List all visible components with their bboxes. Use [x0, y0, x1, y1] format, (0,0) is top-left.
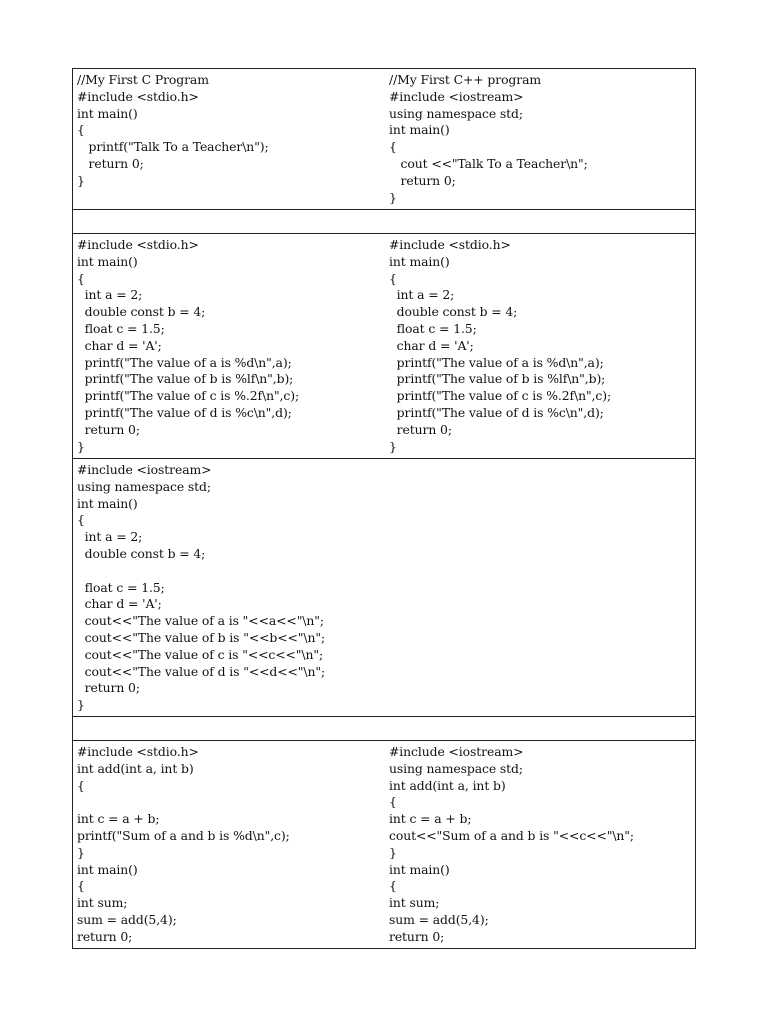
cpp-hello-world-cell [385, 69, 695, 209]
cpp-variables-code: #include <iostream> using namespace std; int main() { int a = 2; double const b = 4; float c = 1.5; char d = 'A'; cout<<"The value of a is "<<a<<"\n"; cout<<"The value of b is "<<b<<"\n"; cout<<"The value of c is "<<c<<"\n"; cout<<"The value of d is "<<d<<"\n"; return 0; } [77, 462, 326, 713]
table-row [73, 69, 695, 210]
empty-cell [385, 717, 695, 740]
empty-cell [73, 717, 385, 740]
cpp-function-cell [385, 741, 695, 948]
table-row [73, 459, 695, 717]
c-variables-code: #include <stdio.h> int main() { int a = 2; double const b = 4; float c = 1.5; char d = 'A'; printf("The value of a is %d\n",a); printf("The value of b is %lf\n",b); printf("The value of c is %.2f\n",c); printf("The value of d is %c\n",d); return 0; } [77, 237, 300, 454]
c-variables-copy-code: #include <stdio.h> int main() { int a = 2; double const b = 4; float c = 1.5; char d = 'A'; printf("The value of a is %d\n",a); printf("The value of b is %lf\n",b); printf("The value of c is %.2f\n",c); printf("The value of d is %c\n",d); return 0; } [389, 237, 612, 454]
table-row [73, 741, 695, 948]
table-row [73, 234, 695, 459]
cpp-variables-cell [73, 459, 695, 716]
empty-cell [73, 210, 385, 233]
spacer-row [73, 717, 695, 741]
spacer-row [73, 210, 695, 234]
c-hello-world-code: //My First C Program #include <stdio.h> int main() { printf("Talk To a Teacher\n"); return 0; } [77, 72, 269, 188]
c-function-code: #include <stdio.h> int add(int a, int b) { int c = a + b; printf("Sum of a and b is %d\n",c); } int main() { int sum; sum = add(5,4); return 0; [77, 744, 290, 944]
c-variables-copy-cell [385, 234, 695, 458]
empty-cell [385, 210, 695, 233]
cpp-hello-world-code: //My First C++ program #include <iostream> using namespace std; int main() { cout <<"Talk To a Teacher\n"; return 0; } [389, 72, 588, 205]
cpp-function-code: #include <iostream> using namespace std; int add(int a, int b) { int c = a + b; cout<<"Sum of a and b is "<<c<<"\n"; } int main() { int sum; sum = add(5,4); return 0; [389, 744, 634, 944]
code-comparison-table [72, 68, 696, 949]
c-function-cell [73, 741, 385, 948]
c-hello-world-cell [73, 69, 385, 209]
c-variables-cell [73, 234, 385, 458]
